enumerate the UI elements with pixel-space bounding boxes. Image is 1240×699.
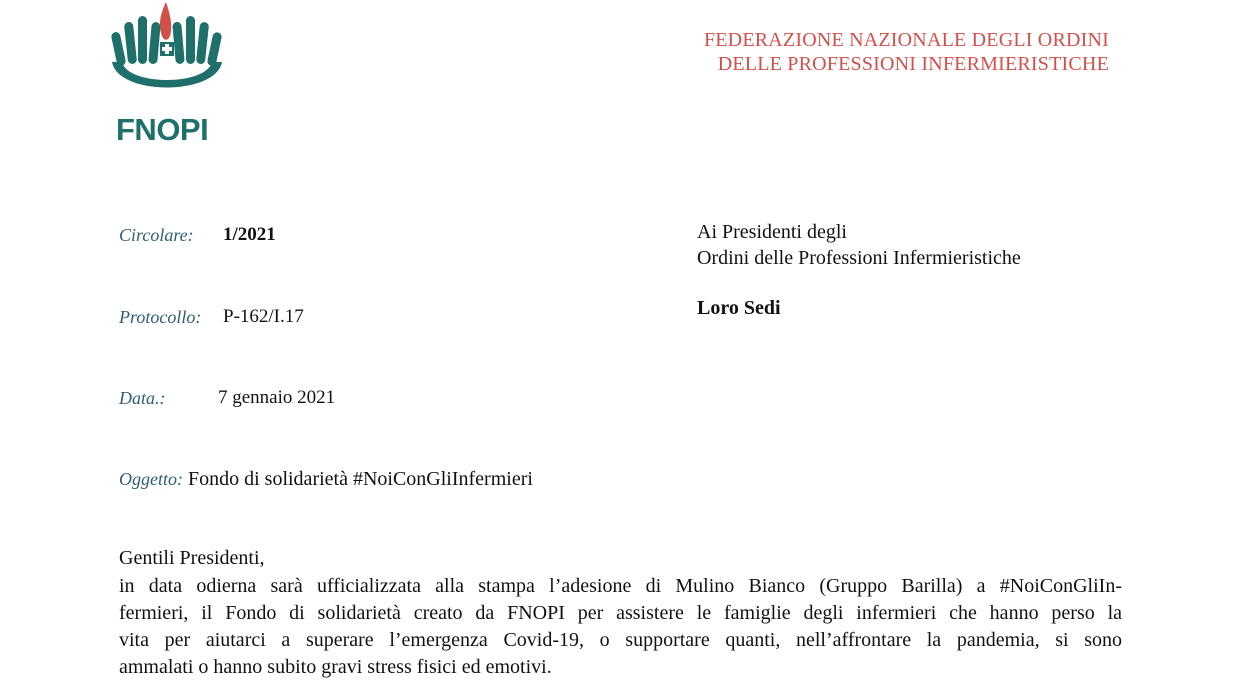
hands-with-flame-and-cross-icon xyxy=(108,0,226,110)
body-line: fermieri, il Fondo di solidarietà creato da FNOPI per assistere le famiglie degli infermieri che hanno perso la xyxy=(119,602,1122,624)
recipients-line-2: Ordini delle Professioni Infermieristiche xyxy=(697,247,1021,269)
circolare-label: Circolare: xyxy=(119,225,194,245)
subject xyxy=(119,468,533,491)
body-line: in data odierna sarà ufficializzata alla stampa l’adesione di Mulino Bianco (Gruppo Barilla) a #NoiConGliIn- xyxy=(119,575,1122,597)
recipients xyxy=(697,219,1021,271)
body-paragraph xyxy=(119,573,1122,681)
subject-text: Fondo di solidarietà #NoiConGliInfermieri xyxy=(187,468,533,490)
data-label: Data.: xyxy=(119,388,166,408)
organization-name-line-1: FEDERAZIONE NAZIONALE DEGLI ORDINI xyxy=(703,29,1109,51)
recipients-line-1: Ai Presidenti degli xyxy=(697,221,847,243)
data-value: 7 gennaio 2021 xyxy=(218,387,336,408)
protocollo-label: Protocollo: xyxy=(119,307,202,327)
body-line: ammalati o hanno subito gravi stress fisici ed emotivi. xyxy=(119,656,552,678)
greeting: Gentili Presidenti, xyxy=(119,547,265,569)
organization-name-line-2: DELLE PROFESSIONI INFERMIERISTICHE xyxy=(717,53,1109,75)
body-line: vita per aiutarci a superare l’emergenza Covid-19, o supportare quanti, nell’affrontare la pandemia, si sono xyxy=(119,629,1122,651)
logo-wordmark: FNOPI xyxy=(116,112,209,147)
organization-name xyxy=(704,28,1109,76)
subject-label: Oggetto: xyxy=(119,469,183,489)
protocollo-value: P-162/I.17 xyxy=(223,306,304,327)
circolare-value: 1/2021 xyxy=(223,224,276,245)
loro-sedi: Loro Sedi xyxy=(697,297,781,319)
